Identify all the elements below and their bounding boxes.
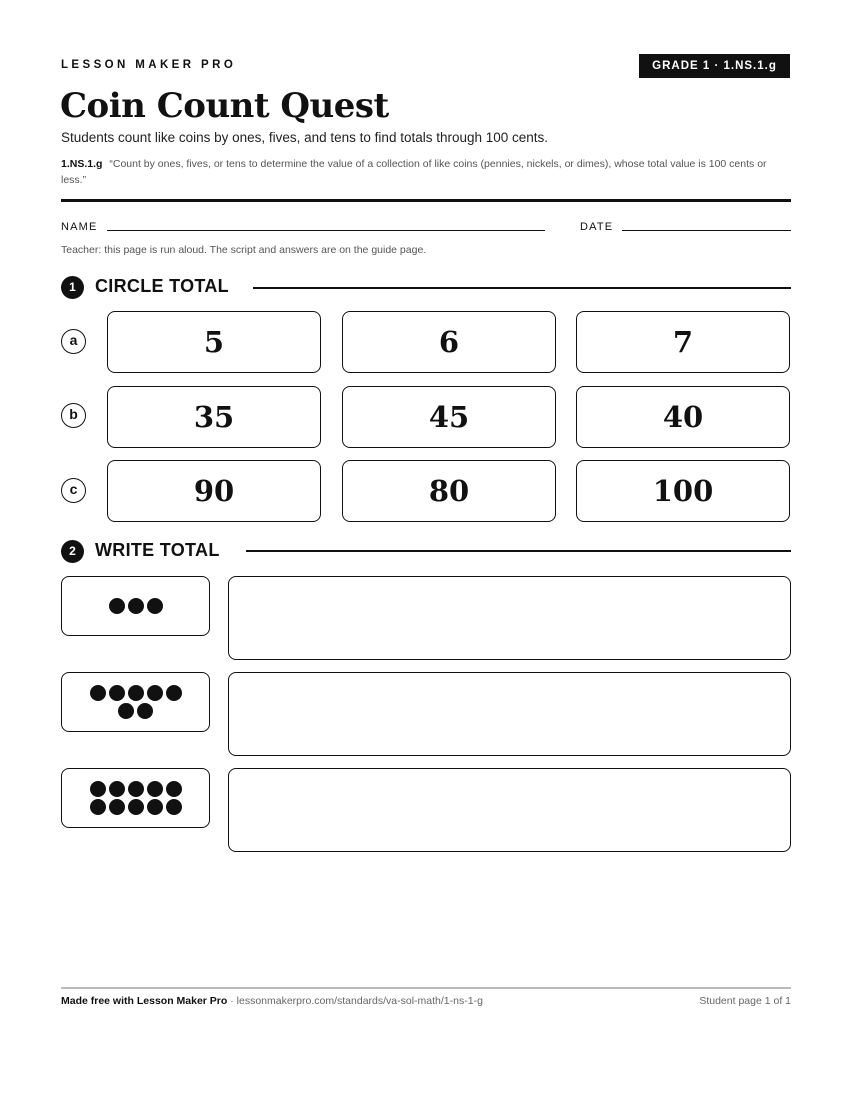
section-1-rule: [253, 287, 791, 289]
option-c-1[interactable]: 90: [107, 460, 321, 522]
coin-icon: [147, 799, 163, 815]
page-subtitle: Students count like coins by ones, fives, and tens to find totals through 100 cents.: [61, 130, 549, 145]
coin-row: [90, 685, 182, 701]
answer-box-1[interactable]: [228, 576, 791, 660]
section-2-title: WRITE TOTAL: [95, 540, 220, 560]
option-a-3[interactable]: 7: [576, 311, 790, 373]
answer-box-3[interactable]: [228, 768, 791, 852]
coin-row: [90, 799, 182, 815]
date-field[interactable]: [622, 230, 791, 231]
coin-icon: [166, 799, 182, 815]
coin-icon: [147, 781, 163, 797]
coin-icon: [128, 685, 144, 701]
teacher-note: Teacher: this page is run aloud. The script and answers are on the guide page.: [61, 244, 427, 256]
row-b-letter: b: [61, 403, 86, 428]
coin-icon: [109, 799, 125, 815]
row-c-letter: c: [61, 478, 86, 503]
coin-icon: [147, 685, 163, 701]
coin-row: [118, 703, 153, 719]
coin-row: [109, 598, 163, 614]
footer-page-number: Student page 1 of 1: [699, 995, 791, 1007]
brand-name: LESSON MAKER PRO: [61, 59, 237, 71]
coin-icon: [90, 799, 106, 815]
footer-url[interactable]: · lessonmakerpro.com/standards/va-sol-math/1-ns-1-g: [227, 995, 483, 1007]
coin-icon: [90, 781, 106, 797]
coin-icon: [147, 598, 163, 614]
page-title: Coin Count Quest: [60, 86, 389, 126]
coin-icon: [109, 685, 125, 701]
answer-box-2[interactable]: [228, 672, 791, 756]
section-1-title: CIRCLE TOTAL: [95, 276, 229, 296]
footer-made-with: Made free with Lesson Maker Pro: [61, 995, 228, 1007]
coin-icon: [166, 685, 182, 701]
option-b-3[interactable]: 40: [576, 386, 790, 448]
coin-icon: [109, 781, 125, 797]
option-a-1[interactable]: 5: [107, 311, 321, 373]
coin-icon: [128, 598, 144, 614]
option-b-2[interactable]: 45: [342, 386, 556, 448]
standard-description: [61, 156, 791, 188]
grade-standard-badge: GRADE 1 · 1.NS.1.g: [639, 54, 790, 78]
coin-icon: [90, 685, 106, 701]
coin-group-3: [61, 768, 210, 828]
date-label: DATE: [580, 221, 614, 233]
header-divider: [61, 199, 791, 202]
coin-icon: [128, 781, 144, 797]
footer-divider: [61, 987, 791, 989]
coin-group-2: [61, 672, 210, 732]
coin-icon: [128, 799, 144, 815]
footer-credit: [61, 995, 483, 1007]
coin-group-1: [61, 576, 210, 636]
coin-icon: [109, 598, 125, 614]
coin-row: [90, 781, 182, 797]
option-a-2[interactable]: 6: [342, 311, 556, 373]
option-c-3[interactable]: 100: [576, 460, 790, 522]
name-field[interactable]: [107, 230, 545, 231]
section-1-number: 1: [61, 276, 84, 299]
section-2-rule: [246, 550, 791, 552]
name-label: NAME: [61, 221, 98, 233]
section-2-number: 2: [61, 540, 84, 563]
coin-icon: [137, 703, 153, 719]
option-b-1[interactable]: 35: [107, 386, 321, 448]
option-c-2[interactable]: 80: [342, 460, 556, 522]
coin-icon: [118, 703, 134, 719]
coin-icon: [166, 781, 182, 797]
row-a-letter: a: [61, 329, 86, 354]
standard-text: “Count by ones, fives, or tens to determine the value of a collection of like coins (pennies, nickels, or dimes), whose total value is 100 cents or less.”: [61, 158, 767, 186]
standard-code: 1.NS.1.g: [61, 158, 103, 170]
